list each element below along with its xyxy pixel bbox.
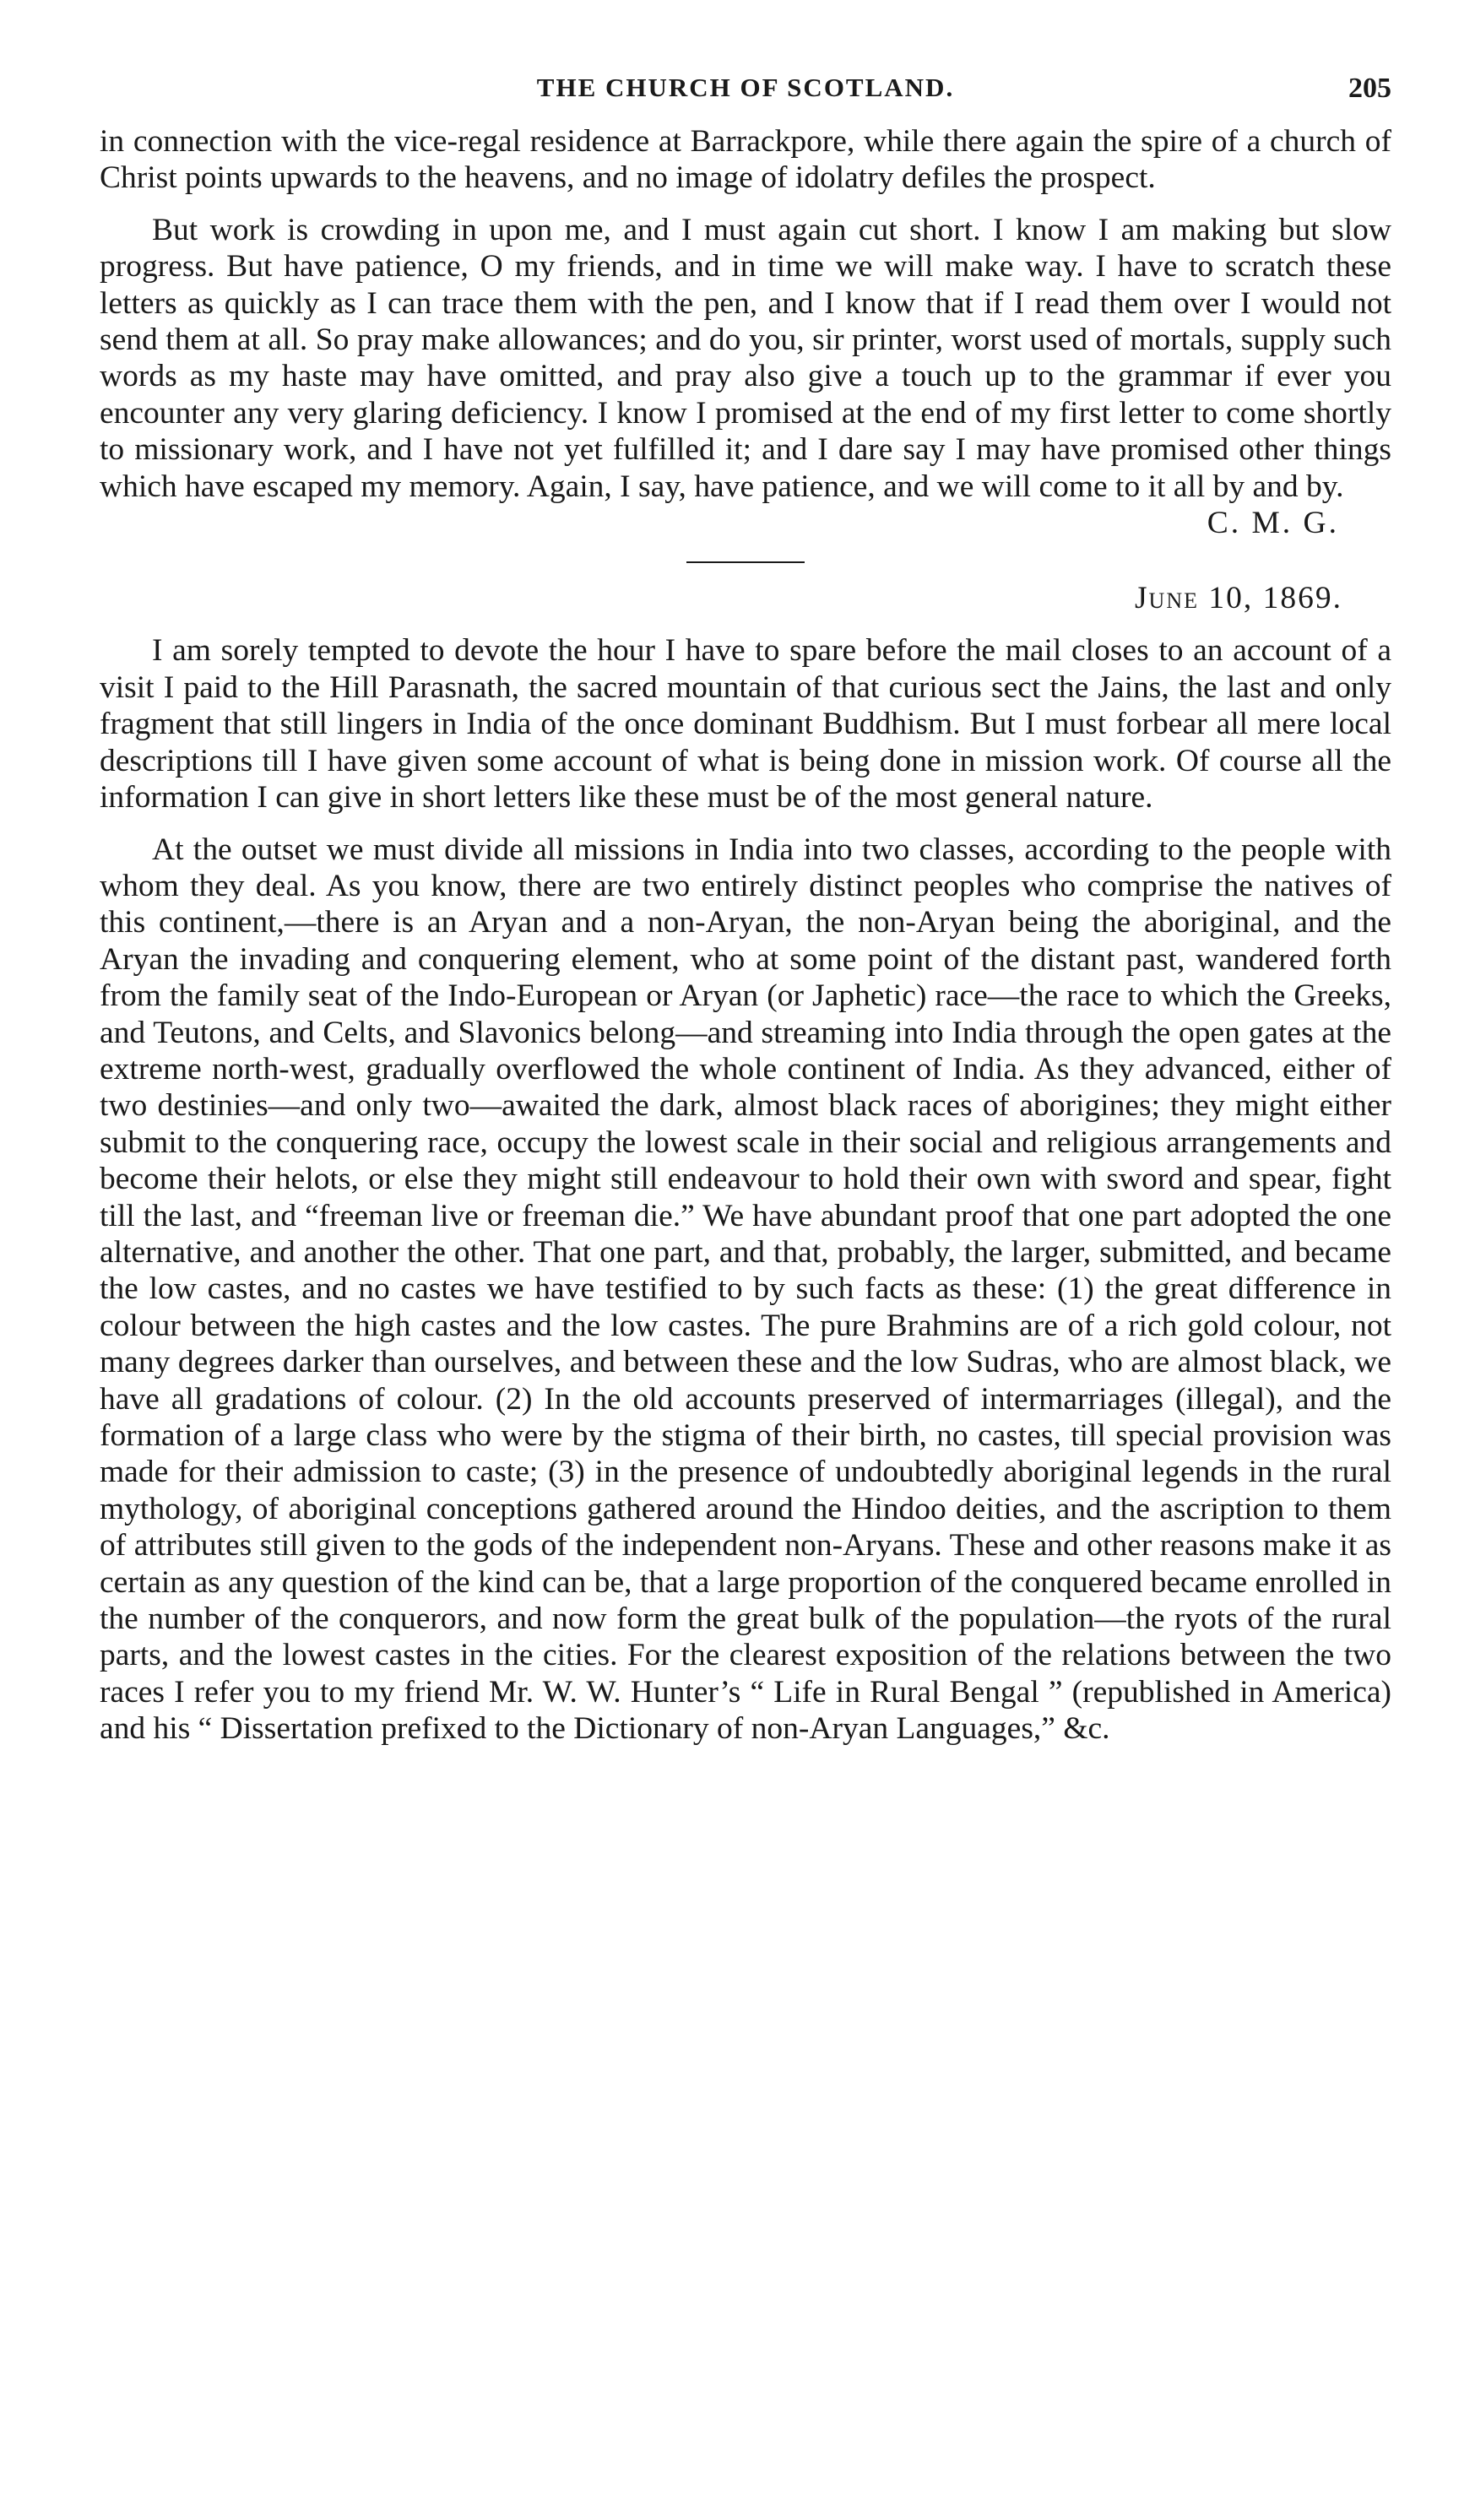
paragraph-closing xyxy=(100,212,1391,541)
section-divider xyxy=(686,561,805,563)
paragraph-letter-opening: I am sorely tempted to devote the hour I have to spare before the mail closes to an account of a visit I paid to the Hill Parasnath, the sacred mountain of that curious sect the Jains, the last and only fragment that still lingers in India of the once dominant Buddhism. But I must forbear all mere local descriptions till I have given some account of what is being done in mission work. Of course all the information I can give in short letters like these must be of the most general nature. xyxy=(100,633,1391,816)
book-page xyxy=(100,73,1391,1748)
running-head xyxy=(100,73,1391,123)
running-title: THE CHURCH OF SCOTLAND. xyxy=(536,73,955,102)
paragraph-closing-text: But work is crowding in upon me, and I must again cut short. I know I am making but slow progress. But have patience, O my friends, and in time we will make way. I have to scratch these letters as quickly as I can trace them with the pen, and I know that if I read them over I would not send them at all. So pray make allowances; and do you, sir printer, worst used of mortals, supply such words as my haste may have omitted, and pray also give a touch up to the grammar if ever you encounter any very glaring deficiency. I know I promised at the end of my first letter to come shortly to missionary work, and I have not yet fulfilled it; and I dare say I may have promised other things which have escaped my memory. Again, I say, have patience, and we will come to it all by and by. xyxy=(100,212,1391,504)
dateline: June 10, 1869. xyxy=(1134,581,1342,616)
paragraph-missions: At the outset we must divide all missions in India into two classes, according to the people with whom they deal. As you know, there are two entirely distinct peoples who comprise the natives of this continent,—there is an Aryan and a non-Aryan, the non-Aryan being the aboriginal, and the Aryan the invading and conquering element, who at some point of the distant past, wandered forth from the family seat of the Indo-European or Aryan (or Japhetic) race—the race to which the Greeks, and Teutons, and Celts, and Slavonics belong—and streaming into India through the open gates at the extreme north-west, gradually overflowed the whole continent of India. As they advanced, either of two destinies—and only two—awaited the dark, almost black races of aborigines; they might either submit to the conquering race, occupy the lowest scale in their social and religious arrangements and become their helots, or else they might still endeavour to hold their own with sword and spear, fight till the last, and “freeman live or freeman die.” We have abundant proof that one part adopted the one alternative, and another the other. That one part, and that, probably, the larger, submitted, and became the low castes, and no castes we have testified to by such facts as these: (1) the great difference in colour between the high castes and the low castes. The pure Brahmins are of a rich gold colour, not many degrees darker than ourselves, and between these and the low Sudras, who are almost black, we have all gradations of colour. (2) In the old accounts preserved of intermarriages (illegal), and the formation of a large class who were by the stigma of their birth, no castes, till special provision was made for their admission to caste; (3) in the presence of undoubtedly aboriginal legends in the rural mythology, of aboriginal conceptions gathered around the Hindoo deities, and the ascription to them of attributes still given to the gods of the independent non-Aryans. These and other reasons make it as certain as any question of the kind can be, that a large proportion of the conquered became enrolled in the number of the conquerors, and now form the great bulk of the population—the ryots of the rural parts, and the lowest castes in the cities. For the clearest exposition of the relations between the two races I refer you to my friend Mr. W. W. Hunter’s “ Life in Rural Bengal ” (republished in America) and his “ Dissertation prefixed to the Dictionary of non-Aryan Languages,” &c. xyxy=(100,832,1391,1747)
page-number: 205 xyxy=(1348,73,1391,104)
paragraph-continued: in connection with the vice-regal residence at Barrackpore, while there again the spire of a church of Christ points upwards to the heavens, and no image of idolatry defiles the prospect. xyxy=(100,124,1391,196)
body-text xyxy=(100,123,1391,1748)
signature: C. M. G. xyxy=(1207,506,1339,541)
